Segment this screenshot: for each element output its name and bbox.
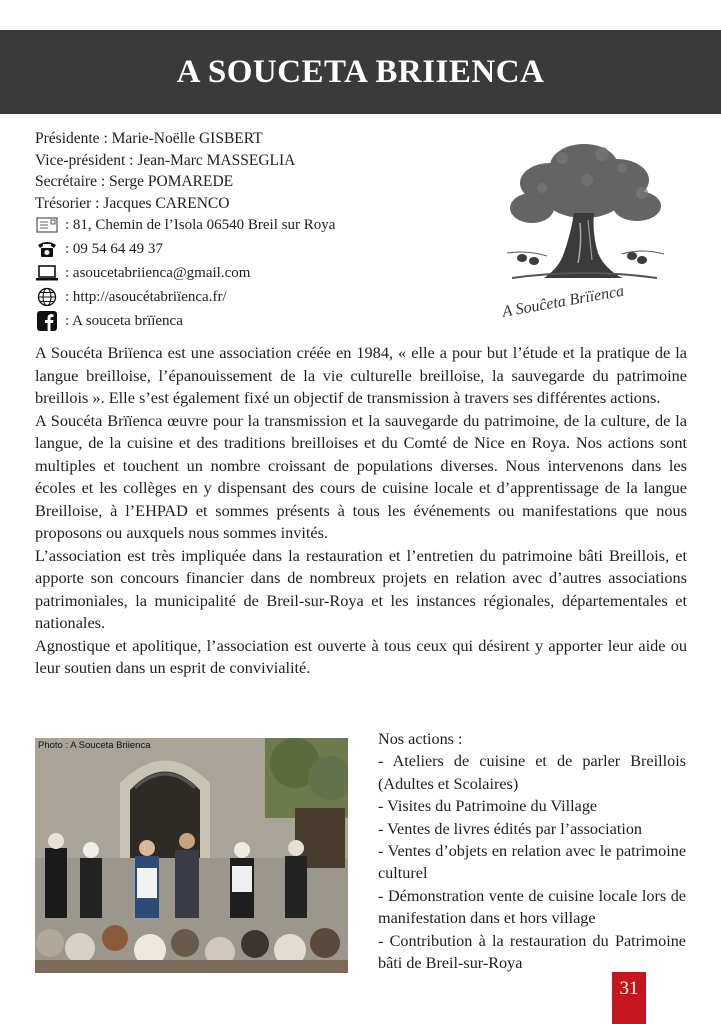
association-description bbox=[35, 342, 687, 680]
page-title: A SOUCETA BRIIENCA bbox=[176, 53, 545, 90]
address-text: : 81, Chemin de l’Isola 06540 Breil sur Roya bbox=[65, 216, 336, 233]
officer-secretary: Secrétaire : Serge POMAREDE bbox=[35, 173, 234, 190]
action-item: - Ateliers de cuisine et de parler Breillois (Adultes et Scolaires) bbox=[378, 752, 686, 793]
description-paragraph-2: A Soucéta Brïïenca œuvre pour la transmission et la sauvegarde du patrimoine, de la culture, de la langue, de la cuisine et des traditions breilloises et du Comté de Nice en Roya. Nos actions sont multiples et touchent un nombre croissant de populations diverses. Nous intervenons dans les écoles et les collèges en y dispensant des cours de cuisine locale et d’apprentissage de la langue Breilloise, à l’EHPAD et sommes présents à tous les événements ou manifestations que nous proposons ou auxquels nous sommes invités. bbox=[35, 410, 687, 542]
title-banner bbox=[0, 30, 721, 114]
phone-icon bbox=[35, 239, 59, 259]
website-text[interactable]: : http://asoucétabriïenca.fr/ bbox=[65, 288, 227, 305]
action-item: - Démonstration vente de cuisine locale lors de manifestation dans et hors village bbox=[378, 886, 686, 928]
page-number: 31 bbox=[612, 972, 646, 1024]
action-item: - Ventes d’objets en relation avec le patrimoine culturel bbox=[378, 842, 686, 883]
description-paragraph-4: Agnostique et apolitique, l’association est ouverte à tous ceux qui désirent y apporter leur aide ou leur soutien dans un esprit de convivialité. bbox=[35, 635, 687, 677]
contact-email bbox=[35, 261, 455, 285]
facebook-icon bbox=[35, 311, 59, 331]
officer-president: Présidente : Marie-Noëlle GISBERT bbox=[35, 130, 263, 147]
facebook-text[interactable]: : A souceta brïïenca bbox=[65, 312, 183, 329]
officer-vice-president: Vice-président : Jean-Marc MASSEGLIA bbox=[35, 151, 296, 169]
email-text[interactable]: : asoucetabriienca@gmail.com bbox=[65, 264, 251, 281]
contact-website bbox=[35, 285, 455, 309]
action-item: - Ventes de livres édités par l’association bbox=[378, 819, 643, 838]
globe-icon bbox=[35, 287, 59, 307]
description-paragraph-3: L’association est très impliquée dans la restauration et l’entretien du patrimoine bâti Breillois, et apporte son concours financier dans de nombreux projets en relation avec d’autres associations patrimoniales, la municipalité de Breil-sur-Roya et les instances régionales, départementales et nationales. bbox=[35, 545, 687, 632]
description-paragraph-1: A Soucéta Briïenca est une association créée en 1984, « elle a pour but l’étude et la pratique de la langue breilloise, l’épanouissement de la vie culturelle breilloise, la sauvegarde du patrimoine breillois ». Elle s’est également fixé un objectif de transmission à travers ses différentes actions. bbox=[35, 343, 687, 407]
action-item: - Contribution à la restauration du Patrimoine bâti de Breil-sur-Roya bbox=[378, 931, 686, 973]
association-logo bbox=[492, 128, 677, 333]
phone-text: : 09 54 64 49 37 bbox=[65, 240, 163, 257]
folk-dance-photo bbox=[35, 738, 348, 973]
actions-section bbox=[378, 728, 686, 974]
mail-icon bbox=[35, 215, 59, 235]
officers-list bbox=[35, 128, 455, 214]
photo-caption: Photo : A Souceta Briienca bbox=[38, 740, 151, 751]
contact-address bbox=[35, 213, 455, 237]
actions-heading: Nos actions : bbox=[378, 730, 463, 748]
laptop-icon bbox=[35, 263, 59, 283]
logo-text: A Souĉeta Brïïenca bbox=[500, 282, 626, 321]
contact-facebook bbox=[35, 309, 455, 333]
contacts-list bbox=[35, 213, 455, 333]
officer-treasurer: Trésorier : Jacques CARENCO bbox=[35, 194, 230, 212]
action-item: - Visites du Patrimoine du Village bbox=[378, 797, 598, 816]
contact-phone bbox=[35, 237, 455, 261]
actions-list bbox=[378, 750, 686, 974]
